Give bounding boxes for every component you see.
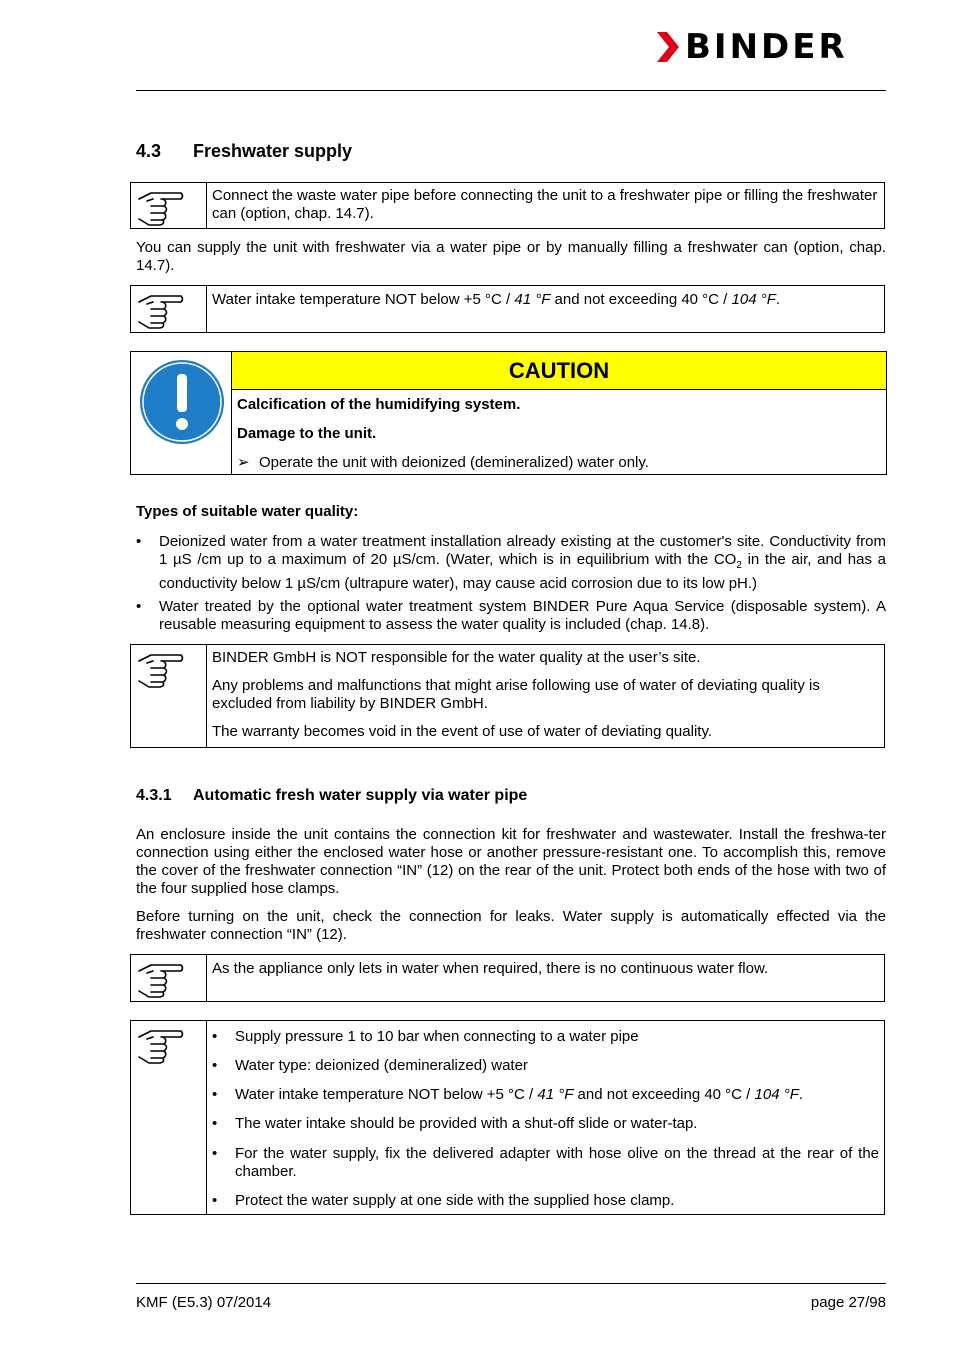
note-3-p2: Any problems and malfunctions that might arise following use of water of deviating quality is excluded from liability by BINDER GmbH. bbox=[212, 677, 820, 712]
arrow-bullet-icon: ➢ bbox=[237, 454, 250, 471]
list-item: • Water type: deionized (demineralized) water bbox=[212, 1057, 528, 1074]
caution-line-1: Calcification of the humidifying system. bbox=[237, 396, 521, 413]
pointing-hand-icon bbox=[137, 189, 185, 227]
footer-rule bbox=[136, 1283, 886, 1284]
leak-check-paragraph: Before turning on the unit, check the connection for leaks. Water supply is automatically effected via the freshwater connection “IN” (12). bbox=[136, 908, 886, 943]
caution-action: ➢ Operate the unit with deionized (demineralized) water only. bbox=[237, 454, 649, 471]
logo-arrow-icon bbox=[655, 30, 681, 64]
brand-name: BINDER bbox=[685, 27, 848, 67]
note-box-5 bbox=[130, 1020, 885, 1215]
note-box-3 bbox=[130, 644, 885, 748]
list-item: • Protect the water supply at one side with the supplied hose clamp. bbox=[212, 1192, 675, 1209]
list-item: • The water intake should be provided with a shut-off slide or water-tap. bbox=[212, 1115, 698, 1132]
subsection-heading bbox=[136, 787, 527, 805]
pointing-hand-icon bbox=[137, 651, 185, 689]
caution-title: CAUTION bbox=[232, 352, 886, 390]
note-box-1 bbox=[130, 182, 885, 229]
subsection-number: 4.3.1 bbox=[136, 787, 172, 804]
list-item: • For the water supply, fix the delivered adapter with hose olive on the thread at the rear of the chamber. bbox=[212, 1145, 879, 1180]
section-number: 4.3 bbox=[136, 141, 162, 161]
header-rule bbox=[136, 90, 886, 91]
note-box-2 bbox=[130, 285, 885, 333]
note-3-p1: BINDER GmbH is NOT responsible for the water quality at the user’s site. bbox=[212, 649, 701, 666]
pointing-hand-icon bbox=[137, 961, 185, 999]
list-item: • Supply pressure 1 to 10 bar when connecting to a water pipe bbox=[212, 1028, 639, 1045]
list-item: • Deionized water from a water treatment installation already existing at the customer's site. Conductivity from 1 µS /cm up to a maximum of 20 µS/cm. (Water, which is in equilibrium with the $CO_2$ in the air, and has a conductivity below 1 µS/cm (ultrapure water), may cause acid corrosion due to its low pH.) bbox=[136, 533, 886, 592]
note-4-text: As the appliance only lets in water when required, there is no continuous water flow. bbox=[212, 960, 769, 977]
section-heading bbox=[136, 141, 352, 162]
intro-paragraph: You can supply the unit with freshwater via a water pipe or by manually filling a freshwater can (option, chap. 14.7). bbox=[136, 239, 886, 274]
list-item: • Water intake temperature NOT below +5 °C / 41 °F and not exceeding 40 °C / 104 °F. bbox=[212, 1086, 804, 1103]
footer-doc-id: KMF (E5.3) 07/2014 bbox=[136, 1294, 272, 1311]
note-1-text: Connect the waste water pipe before connecting the unit to a freshwater pipe or filling the freshwater can (option, chap. 14.7). bbox=[212, 187, 878, 222]
footer-page-number: page 27/98 bbox=[810, 1294, 886, 1311]
section-title: Freshwater supply bbox=[193, 141, 353, 161]
binder-logo bbox=[655, 28, 848, 66]
types-heading: Types of suitable water quality: bbox=[136, 503, 359, 520]
caution-line-2: Damage to the unit. bbox=[237, 425, 377, 442]
exclamation-icon bbox=[138, 358, 226, 446]
list-item: • Water treated by the optional water treatment system BINDER Pure Aqua Service (disposable system). A reusable measuring equipment to assess the water quality is included (chap. 14.8). bbox=[136, 598, 886, 633]
caution-box bbox=[130, 351, 887, 475]
note-3-p3: The warranty becomes void in the event of use of water of deviating quality. bbox=[212, 723, 712, 740]
pointing-hand-icon bbox=[137, 1027, 185, 1065]
note-box-4 bbox=[130, 954, 885, 1002]
install-paragraph: An enclosure inside the unit contains the connection kit for freshwater and wastewater. Install the freshwa-ter connection using either the enclosed water hose or another pressure-resistant one. To accomplish this, remove the cover of the freshwater connection “IN” (12) on the rear of the unit. Protect both ends of the hose with two of the four supplied hose clamps. bbox=[136, 826, 886, 897]
subsection-title: Automatic fresh water supply via water pipe bbox=[193, 787, 528, 804]
pointing-hand-icon bbox=[137, 292, 185, 330]
note-2-text: Water intake temperature NOT below +5 °C / 41 °F and not exceeding 40 °C / 104 °F. bbox=[212, 291, 781, 308]
